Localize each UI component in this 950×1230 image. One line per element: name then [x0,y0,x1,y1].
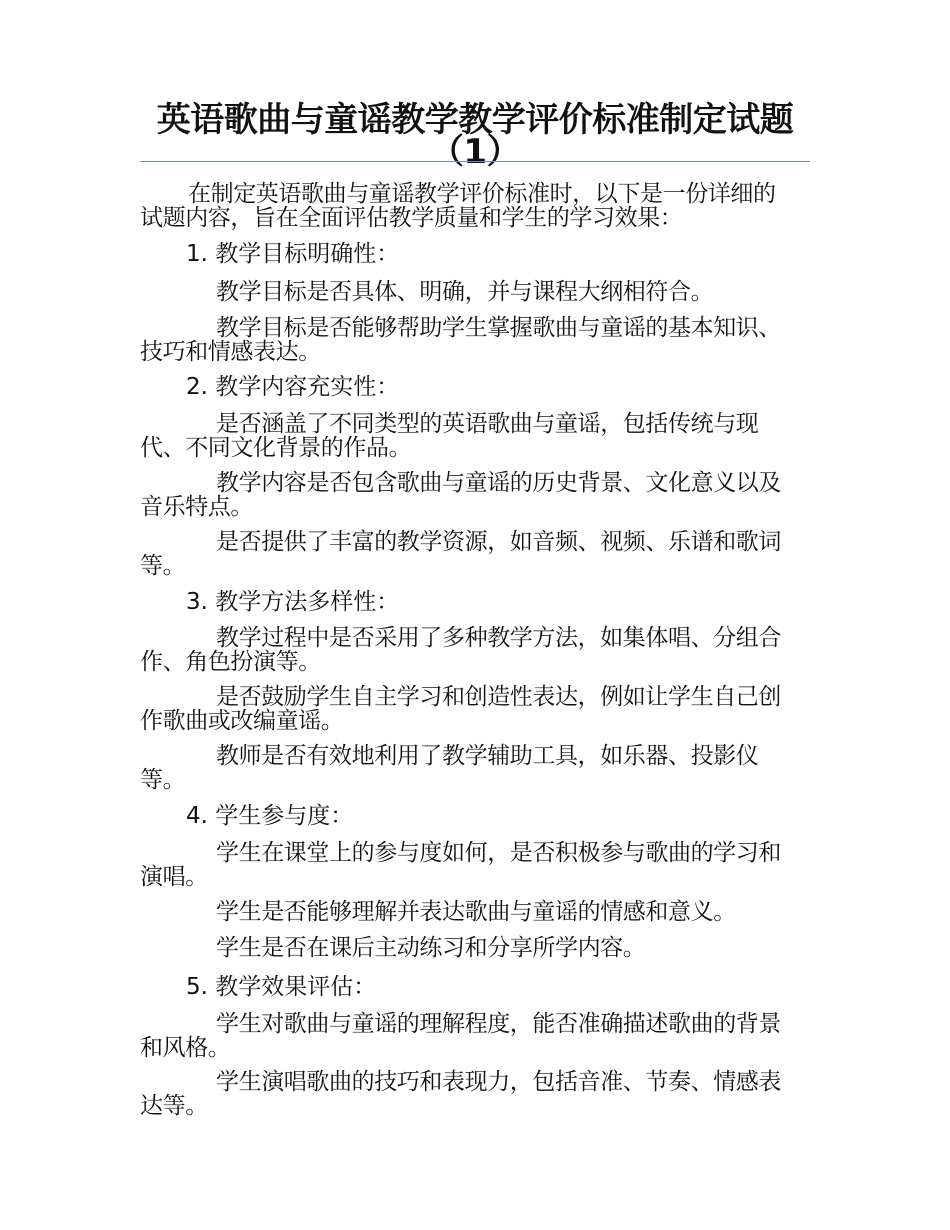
section-4-item-3: 学生是否在课后主动练习和分享所学内容。 [216,935,646,961]
section-2-heading [186,373,399,401]
section-4-title: 学生参与度： [215,803,354,829]
section-3-title: 教学方法多样性： [215,589,400,615]
section-4-heading [186,802,353,830]
section-5-title: 教学效果评估： [215,974,377,1000]
section-3-item-3: 教师是否有效地利用了教学辅助工具，如乐器、投影仪等。 [140,743,759,793]
section-1-title: 教学目标明确性： [215,241,400,267]
section-5-heading [186,973,376,1001]
section-5-item-2: 学生演唱歌曲的技巧和表现力，包括音准、节奏、情感表达等。 [140,1069,782,1119]
section-5-number: 5. [186,974,208,1000]
title-underline [140,161,810,162]
section-3-item-1: 教学过程中是否采用了多种教学方法，如集体唱、分组合作、角色扮演等。 [140,625,782,675]
section-3-heading [186,588,399,616]
section-2-number: 2. [186,374,208,400]
section-1-item-1: 教学目标是否具体、明确，并与课程大纲相符合。 [216,279,714,305]
section-4-item-1: 学生在课堂上的参与度如何，是否积极参与歌曲的学习和演唱。 [140,840,782,890]
document-title: 英语歌曲与童谣教学教学评价标准制定试题（1） [156,100,794,172]
section-2-item-2: 教学内容是否包含歌曲与童谣的历史背景、文化意义以及音乐特点。 [140,470,782,520]
section-2-item-3: 是否提供了丰富的教学资源，如音频、视频、乐谱和歌词等。 [140,529,782,579]
section-1-heading [186,240,399,268]
section-2-item-1: 是否涵盖了不同类型的英语歌曲与童谣，包括传统与现代、不同文化背景的作品。 [140,411,759,461]
section-4-number: 4. [186,803,208,829]
intro-paragraph: 在制定英语歌曲与童谣教学评价标准时，以下是一份详细的试题内容，旨在全面评估教学质量和学生的学习效果： [140,181,776,231]
section-1-item-2: 教学目标是否能够帮助学生掌握歌曲与童谣的基本知识、技巧和情感表达。 [140,315,782,365]
section-3-item-2: 是否鼓励学生自主学习和创造性表达，例如让学生自己创作歌曲或改编童谣。 [140,684,782,734]
section-5-item-1: 学生对歌曲与童谣的理解程度，能否准确描述歌曲的背景和风格。 [140,1011,782,1061]
section-1-number: 1. [186,241,208,267]
section-4-item-2: 学生是否能够理解并表达歌曲与童谣的情感和意义。 [216,899,736,925]
section-2-title: 教学内容充实性： [215,374,400,400]
section-3-number: 3. [186,589,208,615]
